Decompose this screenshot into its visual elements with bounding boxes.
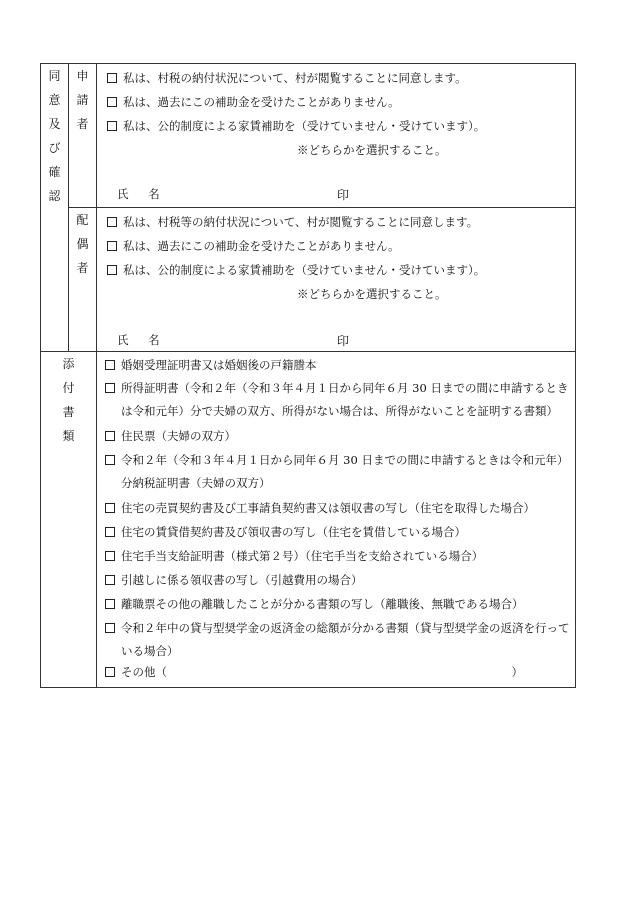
checkbox[interactable] bbox=[107, 97, 117, 107]
checkbox[interactable] bbox=[107, 217, 117, 227]
attachments-area bbox=[97, 352, 576, 688]
spouse-consent-item[interactable]: 私は、過去にこの補助金を受けたことがありません。 bbox=[107, 238, 400, 254]
spouse-name-label: 氏 名 bbox=[117, 333, 168, 347]
spouse-consent-area bbox=[97, 208, 576, 352]
selection-note: ※どちらかを選択すること。 bbox=[297, 143, 447, 157]
checkbox[interactable] bbox=[107, 73, 117, 83]
form-table bbox=[40, 63, 576, 688]
spouse-seal-mark: 印 bbox=[337, 334, 350, 348]
checkbox[interactable] bbox=[105, 667, 115, 677]
attachment-item-other[interactable] bbox=[105, 661, 571, 684]
checkbox[interactable] bbox=[105, 599, 115, 609]
applicant-consent-item[interactable]: 私は、村税の納付状況について、村が閲覧することに同意します。 bbox=[107, 70, 467, 86]
checkbox[interactable] bbox=[105, 575, 115, 585]
consent-section-label: 同 意 及 び 確 認 bbox=[41, 64, 69, 352]
spouse-consent-item[interactable]: 私は、村税等の納付状況について、村が閲覧することに同意します。 bbox=[107, 214, 478, 230]
applicant-name-label: 氏 名 bbox=[117, 187, 168, 201]
selection-note: ※どちらかを選択すること。 bbox=[297, 287, 447, 301]
attachment-item[interactable]: 住宅手当支給証明書（様式第２号）（住宅手当を支給されている場合） bbox=[105, 545, 571, 568]
checkbox[interactable] bbox=[105, 360, 115, 370]
checkbox[interactable] bbox=[105, 527, 115, 537]
attachment-item[interactable]: 住宅の売買契約書及び工事請負契約書又は領収書の写し（住宅を取得した場合） bbox=[105, 497, 571, 520]
checkbox[interactable] bbox=[105, 431, 115, 441]
applicant-label: 申 請 者 bbox=[69, 64, 97, 208]
checkbox[interactable] bbox=[107, 121, 117, 131]
attachment-item[interactable]: 住民票（夫婦の双方） bbox=[105, 425, 571, 448]
other-close-paren: ） bbox=[511, 665, 523, 679]
checkbox[interactable] bbox=[105, 551, 115, 561]
checkbox[interactable] bbox=[107, 241, 117, 251]
checkbox[interactable] bbox=[105, 383, 115, 393]
checkbox[interactable] bbox=[105, 623, 115, 633]
attachment-item[interactable]: 所得証明書（令和２年（令和３年４月１日から同年６月 30 日までの間に申請するときは令和元年）分で夫婦の双方、所得がない場合は、所得がないことを証明する書類） bbox=[105, 377, 571, 423]
spouse-consent-item[interactable]: 私は、公的制度による家賃補助を（受けていません・受けています）。 bbox=[107, 262, 485, 278]
checkbox[interactable] bbox=[105, 455, 115, 465]
attachment-item[interactable]: 引越しに係る領収書の写し（引越費用の場合） bbox=[105, 569, 571, 592]
attachment-item[interactable]: 住宅の賃貸借契約書及び領収書の写し（住宅を賃借している場合） bbox=[105, 521, 571, 544]
attachments-section-label: 添 付 書 類 bbox=[41, 352, 97, 688]
applicant-seal-mark: 印 bbox=[337, 188, 350, 202]
attachment-item[interactable]: 令和２年中の貸与型奨学金の返済金の総額が分かる書類（貸与型奨学金の返済を行っている場合） bbox=[105, 617, 571, 663]
checkbox[interactable] bbox=[105, 503, 115, 513]
applicant-consent-area bbox=[97, 64, 576, 208]
applicant-consent-item[interactable]: 私は、過去にこの補助金を受けたことがありません。 bbox=[107, 94, 400, 110]
attachment-item[interactable]: 婚姻受理証明書又は婚姻後の戸籍謄本 bbox=[105, 354, 571, 377]
spouse-label: 配 偶 者 bbox=[69, 208, 97, 352]
applicant-consent-item[interactable]: 私は、公的制度による家賃補助を（受けていません・受けています）。 bbox=[107, 118, 485, 134]
attachment-item[interactable]: 令和２年（令和３年４月１日から同年６月 30 日までの間に申請するときは令和元年）分納税証明書（夫婦の双方） bbox=[105, 449, 571, 495]
checkbox[interactable] bbox=[107, 265, 117, 275]
attachment-item[interactable]: 離職票その他の離職したことが分かる書類の写し（離職後、無職である場合） bbox=[105, 593, 571, 616]
other-open-label: その他（ bbox=[121, 665, 167, 679]
